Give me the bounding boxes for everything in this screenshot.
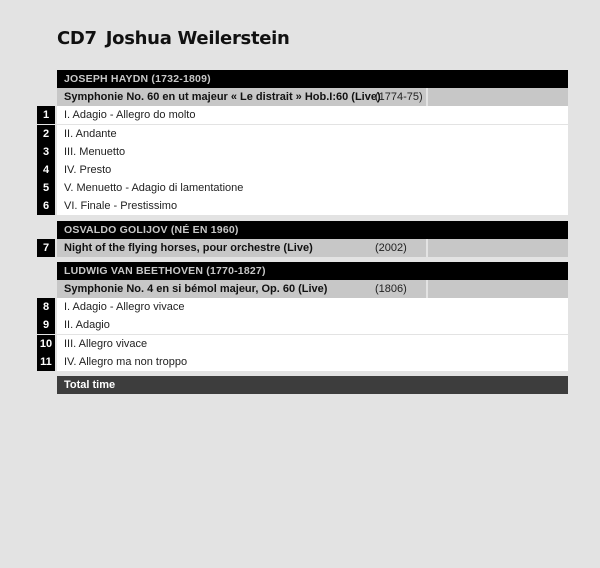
cd-title	[57, 28, 290, 49]
work-year: (1806)	[375, 283, 407, 296]
track-row[interactable]	[0, 106, 600, 124]
track-number: 2	[37, 125, 55, 143]
work-year: (1774-75)	[375, 91, 423, 104]
track-row[interactable]	[0, 353, 600, 371]
track-number: 3	[37, 143, 55, 161]
composer-name: OSVALDO GOLIJOV (NÉ EN 1960)	[64, 223, 239, 236]
track-title: III. Menuetto	[64, 145, 126, 158]
track-number: 8	[37, 298, 55, 316]
track-title: V. Menuetto - Adagio di lamentatione	[64, 182, 244, 195]
work-year: (2002)	[375, 241, 407, 254]
track-row[interactable]	[0, 179, 600, 197]
work-title: Symphonie No. 60 en ut majeur « Le distrait » Hob.I:60 (Live)	[64, 91, 381, 104]
track-row[interactable]	[0, 298, 600, 316]
cd-number: CD7	[57, 28, 97, 49]
track-number: 1	[37, 106, 55, 124]
work-title: Night of the flying horses, pour orchestre (Live)	[64, 241, 313, 254]
track-row[interactable]	[0, 316, 600, 334]
track-title: IV. Allegro ma non troppo	[64, 355, 188, 368]
track-row[interactable]	[0, 161, 600, 179]
tracklist	[0, 70, 600, 394]
track-row[interactable]	[0, 197, 600, 215]
track-number: 6	[37, 197, 55, 215]
track-number: 9	[37, 316, 55, 334]
track-number: 10	[37, 335, 55, 353]
composer-row-haydn	[0, 70, 600, 88]
total-time-row	[0, 376, 600, 394]
track-title: IV. Presto	[64, 163, 112, 176]
performer-name: Joshua Weilerstein	[105, 28, 290, 49]
work-title: Symphonie No. 4 en si bémol majeur, Op. 60 (Live)	[64, 283, 328, 296]
work-row-beethoven	[0, 280, 600, 298]
total-time-label: Total time	[64, 379, 116, 391]
track-row[interactable]	[0, 143, 600, 161]
track-title: II. Adagio	[64, 319, 110, 332]
track-title: III. Allegro vivace	[64, 337, 148, 350]
track-title: I. Adagio - Allegro vivace	[64, 301, 185, 314]
track-number: 7	[37, 239, 55, 257]
track-title: VI. Finale - Prestissimo	[64, 200, 178, 213]
work-row-haydn	[0, 88, 600, 106]
composer-name: JOSEPH HAYDN (1732-1809)	[64, 73, 211, 85]
track-number: 11	[37, 353, 55, 371]
track-title: II. Andante	[64, 127, 117, 140]
track-row[interactable]	[0, 125, 600, 143]
composer-row-golijov	[0, 221, 600, 239]
composer-name: LUDWIG VAN BEETHOVEN (1770-1827)	[64, 264, 266, 277]
track-row[interactable]	[0, 335, 600, 353]
track-number: 5	[37, 179, 55, 197]
track-number: 4	[37, 161, 55, 179]
track-title: I. Adagio - Allegro do molto	[64, 109, 196, 122]
composer-row-beethoven	[0, 262, 600, 280]
work-row-golijov[interactable]	[0, 239, 600, 257]
